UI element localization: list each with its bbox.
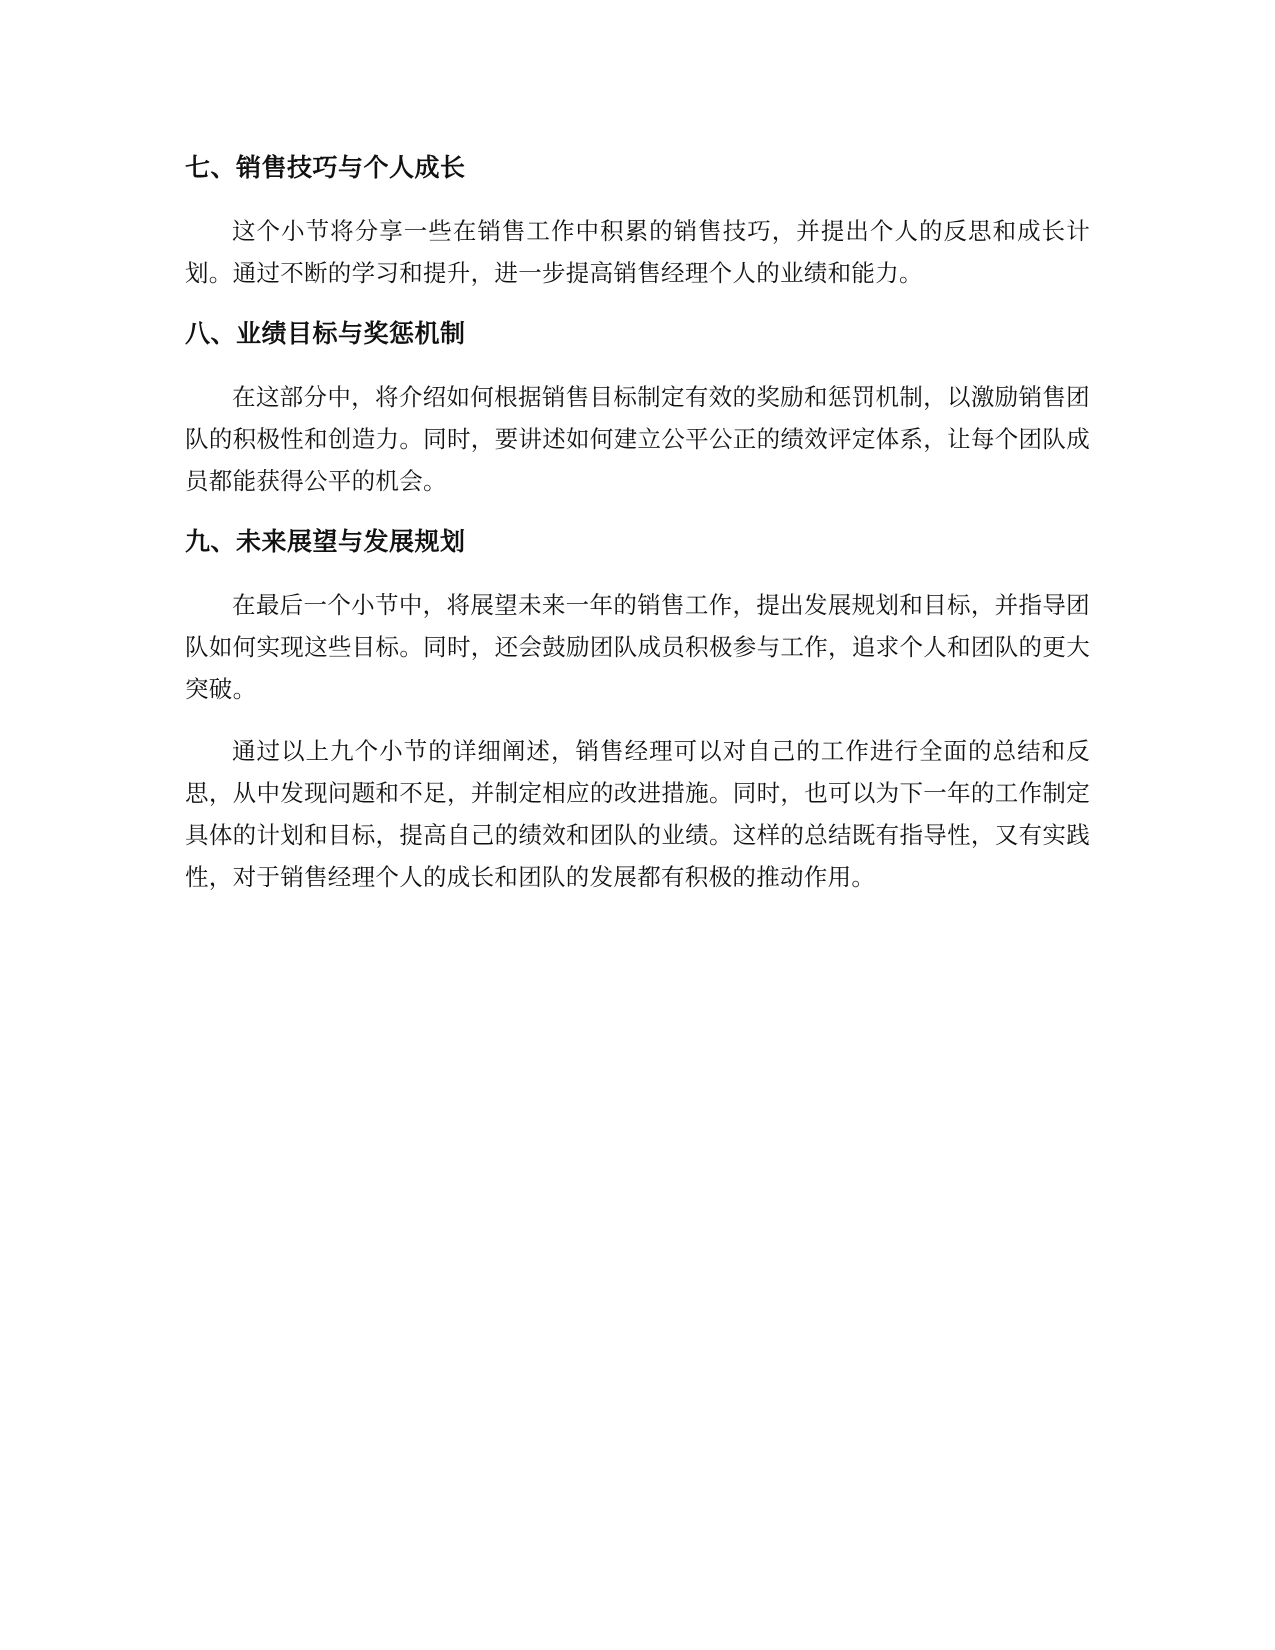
section-paragraph-9: 在最后一个小节中，将展望未来一年的销售工作，提出发展规划和目标，并指导团队如何实现这些目标。同时，还会鼓励团队成员积极参与工作，追求个人和团队的更大突破。 — [185, 591, 1090, 703]
section-heading-7: 七、销售技巧与个人成长 — [185, 153, 466, 182]
conclusion-paragraph: 通过以上九个小节的详细阐述，销售经理可以对自己的工作进行全面的总结和反思，从中发现问题和不足，并制定相应的改进措施。同时，也可以为下一年的工作制定具体的计划和目标，提高自己的绩效和团队的业绩。这样的总结既有指导性，又有实践性，对于销售经理个人的成长和团队的发展都有积极的推动作用。 — [185, 737, 1090, 891]
document-body — [185, 140, 1090, 898]
section-heading-9: 九、未来展望与发展规划 — [185, 527, 466, 556]
section-heading-8: 八、业绩目标与奖惩机制 — [185, 319, 466, 348]
section-paragraph-8: 在这部分中，将介绍如何根据销售目标制定有效的奖励和惩罚机制，以激励销售团队的积极性和创造力。同时，要讲述如何建立公平公正的绩效评定体系，让每个团队成员都能获得公平的机会。 — [185, 383, 1090, 495]
section-paragraph-7: 这个小节将分享一些在销售工作中积累的销售技巧，并提出个人的反思和成长计划。通过不断的学习和提升，进一步提高销售经理个人的业绩和能力。 — [185, 217, 1090, 287]
